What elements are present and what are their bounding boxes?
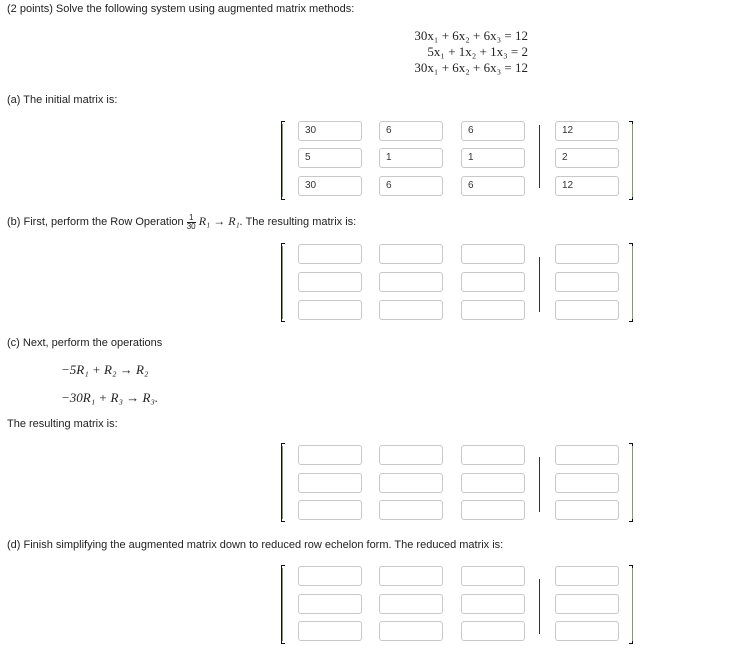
matrix-a-r2c1: 5 bbox=[298, 148, 362, 168]
augment-divider bbox=[539, 579, 540, 634]
augment-divider bbox=[539, 457, 540, 512]
row-op-expression: R₁ → R₁. bbox=[198, 214, 243, 228]
matrix-b-r3c4-input[interactable] bbox=[555, 300, 619, 320]
fraction-numerator: 1 bbox=[187, 214, 196, 223]
row-op-2: −30R₁ + R₃ → R₃. bbox=[61, 390, 159, 405]
matrix-a-r1c4: 12 bbox=[555, 121, 619, 141]
matrix-a-r2c2: 1 bbox=[379, 148, 443, 168]
matrix-a-r2c3: 1 bbox=[461, 148, 525, 168]
matrix-c-r2c4-input[interactable] bbox=[555, 473, 619, 493]
matrix-b-r2c1-input[interactable] bbox=[298, 272, 362, 292]
matrix-d-r1c2-input[interactable] bbox=[379, 566, 443, 586]
problem-intro: (2 points) Solve the following system using augmented matrix methods: bbox=[7, 3, 355, 15]
matrix-a-r1c1: 30 bbox=[298, 121, 362, 141]
matrix-d-r2c1-input[interactable] bbox=[298, 594, 362, 614]
equation-2: 5x₁ + 1x₂ + 1x₃ = 2 bbox=[427, 44, 528, 59]
matrix-d-r2c3-input[interactable] bbox=[461, 594, 525, 614]
matrix-c-r3c1-input[interactable] bbox=[298, 500, 362, 520]
matrix-c-r1c4-input[interactable] bbox=[555, 445, 619, 465]
part-b-suffix: The resulting matrix is: bbox=[245, 216, 357, 228]
part-c-label: (c) Next, perform the operations bbox=[7, 337, 163, 349]
matrix-c-r2c3-input[interactable] bbox=[461, 473, 525, 493]
matrix-b-r2c3-input[interactable] bbox=[461, 272, 525, 292]
matrix-d-r3c3-input[interactable] bbox=[461, 621, 525, 641]
fraction-denominator: 30 bbox=[186, 221, 196, 231]
matrix-c-r3c3-input[interactable] bbox=[461, 500, 525, 520]
matrix-b-r3c1-input[interactable] bbox=[298, 300, 362, 320]
matrix-b-r1c4-input[interactable] bbox=[555, 244, 619, 264]
bracket-edge bbox=[632, 124, 633, 197]
matrix-a-r1c3: 6 bbox=[461, 121, 525, 141]
augment-divider bbox=[539, 257, 540, 312]
bracket-edge bbox=[282, 446, 283, 519]
bracket-edge bbox=[282, 246, 283, 319]
matrix-a-r2c4: 2 bbox=[555, 148, 619, 168]
matrix-b-r2c2-input[interactable] bbox=[379, 272, 443, 292]
bracket-edge bbox=[632, 446, 633, 519]
bracket-edge bbox=[632, 246, 633, 319]
matrix-d-r3c2-input[interactable] bbox=[379, 621, 443, 641]
matrix-c-r2c1-input[interactable] bbox=[298, 473, 362, 493]
part-c-result-label: The resulting matrix is: bbox=[7, 418, 118, 430]
matrix-c-r1c2-input[interactable] bbox=[379, 445, 443, 465]
matrix-b-r1c1-input[interactable] bbox=[298, 244, 362, 264]
matrix-c-r1c3-input[interactable] bbox=[461, 445, 525, 465]
matrix-d-r2c2-input[interactable] bbox=[379, 594, 443, 614]
matrix-d-r1c4-input[interactable] bbox=[555, 566, 619, 586]
row-op-1: −5R₁ + R₂ → R₂ bbox=[61, 362, 149, 377]
matrix-d-r1c1-input[interactable] bbox=[298, 566, 362, 586]
matrix-a-r1c2: 6 bbox=[379, 121, 443, 141]
matrix-b-r1c2-input[interactable] bbox=[379, 244, 443, 264]
equation-3: 30x₁ + 6x₂ + 6x₃ = 12 bbox=[414, 60, 528, 75]
matrix-a-r3c2: 6 bbox=[379, 176, 443, 196]
matrix-b-r3c2-input[interactable] bbox=[379, 300, 443, 320]
matrix-d-r3c1-input[interactable] bbox=[298, 621, 362, 641]
matrix-b-r3c3-input[interactable] bbox=[461, 300, 525, 320]
matrix-c-r3c2-input[interactable] bbox=[379, 500, 443, 520]
matrix-a-r3c4: 12 bbox=[555, 176, 619, 196]
row-op-fraction bbox=[187, 214, 196, 231]
matrix-a-r3c1: 30 bbox=[298, 176, 362, 196]
part-b-prefix: (b) First, perform the Row Operation bbox=[7, 216, 184, 228]
matrix-b-r1c3-input[interactable] bbox=[461, 244, 525, 264]
matrix-a-r3c3: 6 bbox=[461, 176, 525, 196]
bracket-edge bbox=[632, 568, 633, 641]
part-b-label bbox=[7, 213, 356, 231]
equation-1: 30x₁ + 6x₂ + 6x₃ = 12 bbox=[414, 28, 528, 43]
augment-divider bbox=[539, 125, 540, 188]
system-equations bbox=[330, 28, 528, 76]
part-a-label: (a) The initial matrix is: bbox=[7, 94, 118, 106]
matrix-d-r3c4-input[interactable] bbox=[555, 621, 619, 641]
bracket-edge bbox=[282, 124, 283, 197]
part-d-label: (d) Finish simplifying the augmented matrix down to reduced row echelon form. The reduced matrix is: bbox=[7, 539, 504, 551]
matrix-b-r2c4-input[interactable] bbox=[555, 272, 619, 292]
matrix-c-r1c1-input[interactable] bbox=[298, 445, 362, 465]
matrix-c-r2c2-input[interactable] bbox=[379, 473, 443, 493]
bracket-edge bbox=[282, 568, 283, 641]
matrix-c-r3c4-input[interactable] bbox=[555, 500, 619, 520]
matrix-d-r2c4-input[interactable] bbox=[555, 594, 619, 614]
matrix-d-r1c3-input[interactable] bbox=[461, 566, 525, 586]
